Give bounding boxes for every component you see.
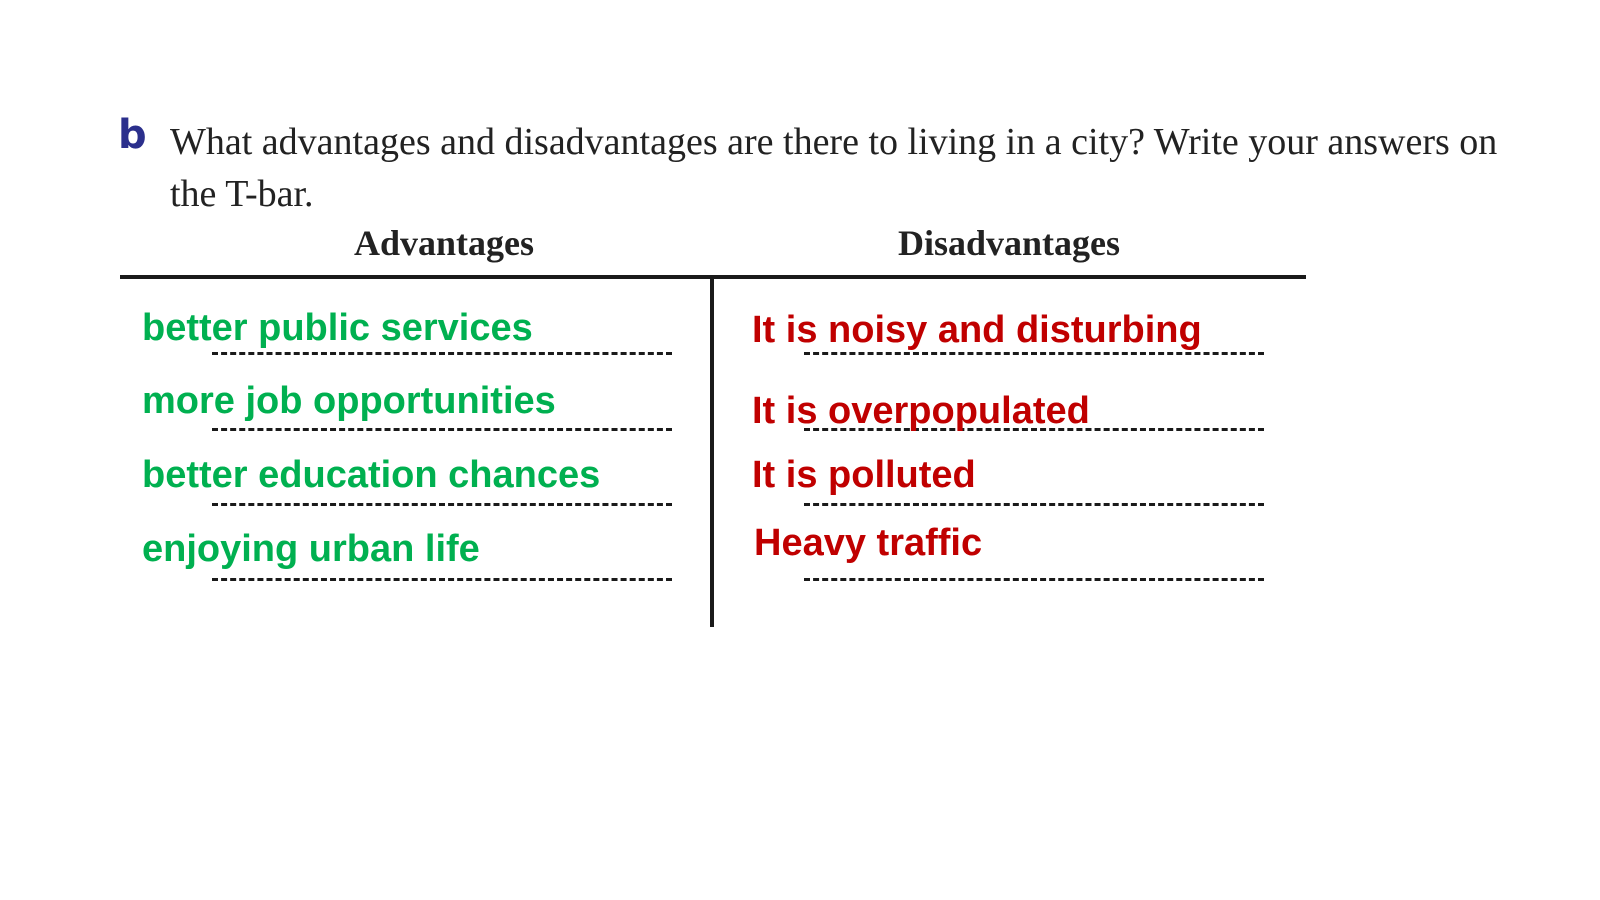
question-text: What advantages and disadvantages are there to living in a city? Write your answers on the T-bar. [170,121,1498,215]
question-letter: b [118,112,147,158]
advantage-answer: better public services [142,307,533,349]
answer-line [804,503,1264,506]
disadvantage-answer: It is polluted [752,454,976,496]
answer-line [212,578,672,581]
answer-line [804,352,1264,355]
disadvantage-answer: It is overpopulated [752,390,1090,432]
advantages-header: Advantages [354,223,535,263]
answer-line [212,428,672,431]
advantage-answer: enjoying urban life [142,528,480,570]
advantage-answer: more job opportunities [142,380,556,422]
advantage-answer: better education chances [142,454,601,496]
t-bar-vertical-line [710,277,714,627]
disadvantage-answer: It is noisy and disturbing [752,309,1202,351]
answer-line [804,578,1264,581]
disadvantage-answer: Heavy traffic [754,522,983,564]
answer-line [212,503,672,506]
answer-line [212,352,672,355]
disadvantages-header: Disadvantages [898,223,1121,263]
